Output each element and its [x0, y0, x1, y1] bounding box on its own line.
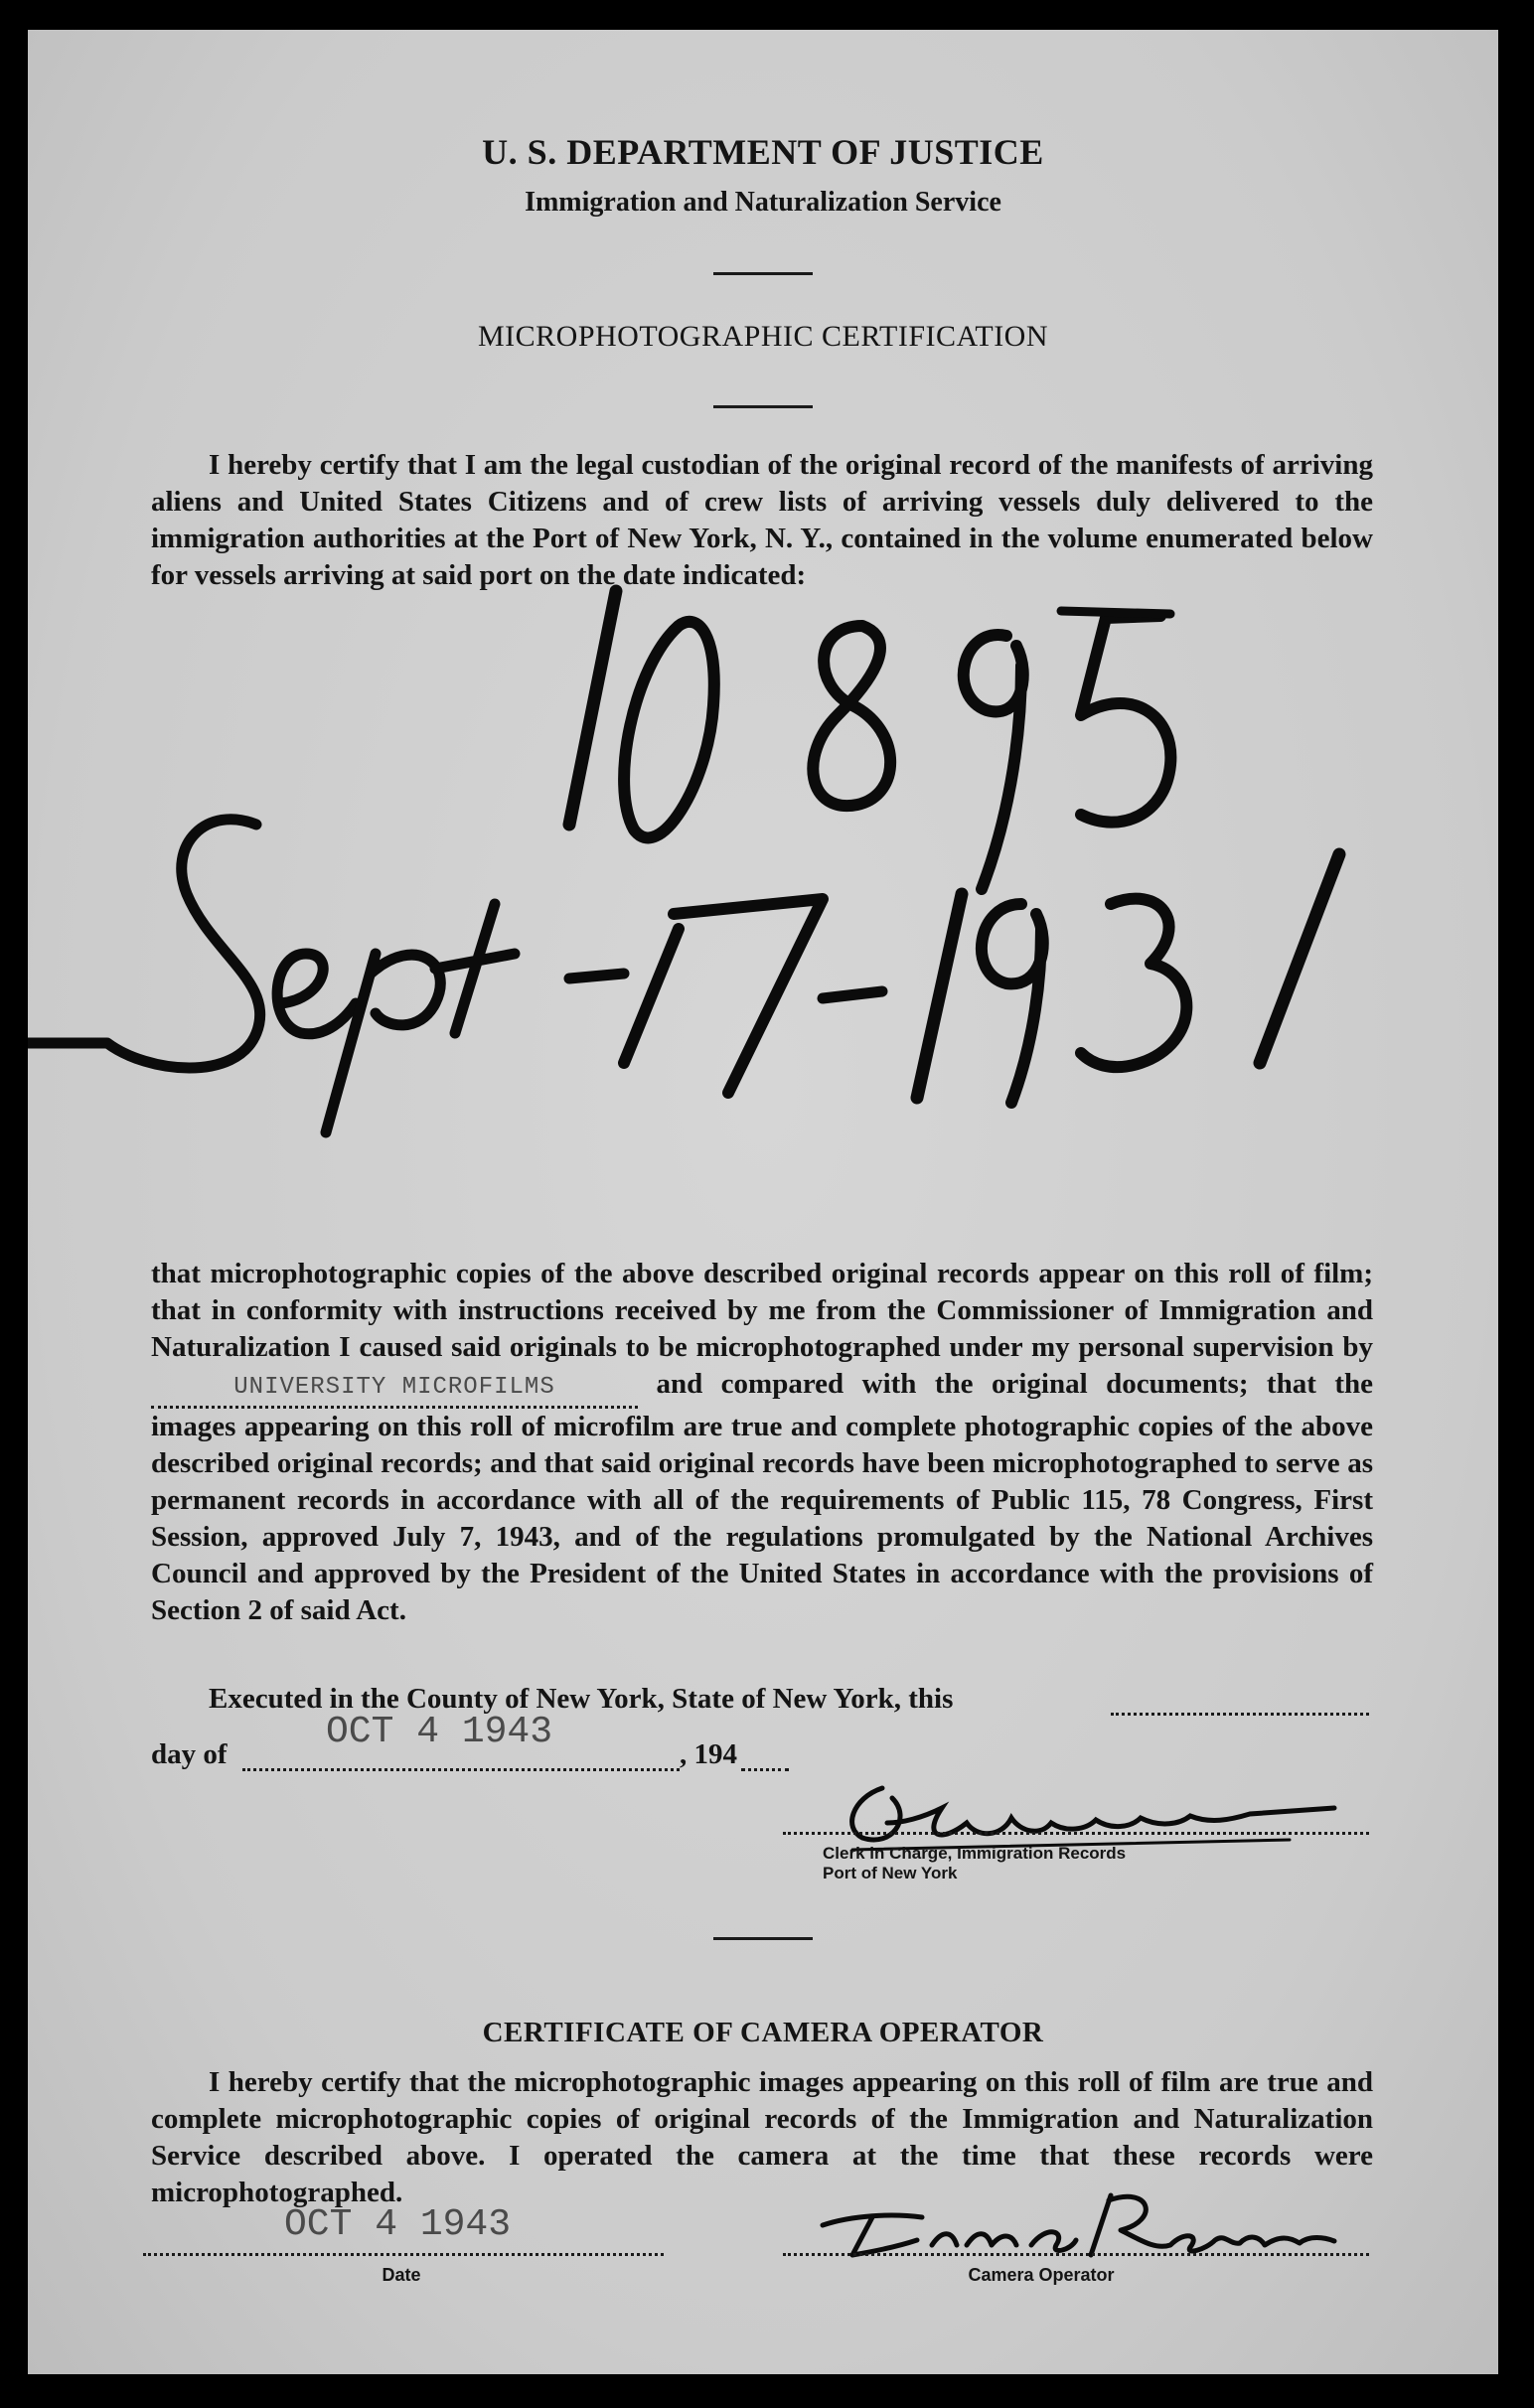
header-divider-top [713, 272, 813, 275]
certification-body-rest: and compared with the original documents; that the images appearing on this roll of microfilm are true and complete photographic copies of the above described original records; and that said original records have been microphotographed to serve as permanent records in accordance with all of the requirements of Public 115, 78 Congress, First Session, approved July 7, 1943, and of the regulations promulgated by the National Archives Council and approved by the President of the United States in accordance with the provisions of Section 2 of said Act. [151, 1368, 1373, 1626]
clerk-signature-line [783, 1832, 1369, 1835]
camera-operator-title: CERTIFICATE OF CAMERA OPERATOR [482, 2017, 1044, 2048]
camera-operator-text: I hereby certify that the microphotographic images appearing on this roll of film are true and complete microphotographic copies of original records of the Immigration and Naturalization Service described above. I operated the camera at the time that these records were microphotographed. [151, 2066, 1373, 2208]
executed-statement: Executed in the County of New York, State of New York, this [209, 1683, 954, 1715]
operator-date-line [143, 2253, 664, 2256]
certification-intro-text: I hereby certify that I am the legal custodian of the original record of the manifests of arriving aliens and United States Citizens and of crew lists of arriving vessels duly delivered to the immigration authorities at the Port of New York, N. Y., contained in the volume enumerated below for vessels arriving at said port on the date indicated: [151, 449, 1373, 591]
header-divider-bottom [713, 405, 813, 408]
operator-date-stamp: OCT 4 1943 [284, 2203, 512, 2246]
clerk-caption [823, 1844, 1126, 1883]
certification-body-lead: that microphotographic copies of the above described original records appear on this roll of film; that in conformity with instructions received by me from the Commissioner of Immigration and Naturalization I caused said originals to be microphotographed under my personal supervision by [151, 1258, 1373, 1363]
certificate-page [28, 30, 1498, 2374]
clerk-caption-line1: Clerk in Charge, Immigration Records [823, 1844, 1127, 1863]
microfilmer-typed-name: UNIVERSITY MICROFILMS [233, 1374, 555, 1401]
day-of-label: day of [151, 1738, 228, 1770]
executed-date-stamp: OCT 4 1943 [326, 1711, 553, 1753]
handwritten-date [28, 820, 1339, 1132]
certification-body [151, 1256, 1373, 1629]
year-prefix-label: , 194 [680, 1738, 737, 1770]
certification-title: MICROPHOTOGRAPHIC CERTIFICATION [477, 320, 1049, 353]
agency-heading: U. S. DEPARTMENT OF JUSTICE [482, 132, 1044, 172]
camera-operator-signature-line [783, 2253, 1369, 2256]
camera-operator-signature [793, 2176, 1349, 2265]
year-suffix-field [741, 1768, 789, 1771]
service-subheading: Immigration and Naturalization Service [525, 187, 1001, 218]
clerk-caption-line2: Port of New York [823, 1864, 958, 1882]
section-divider [713, 1937, 813, 1940]
handwritten-volume-number [569, 591, 1170, 889]
camera-operator-caption: Camera Operator [968, 2265, 1115, 2285]
microfilmer-field [151, 1366, 638, 1409]
operator-date-caption: Date [382, 2265, 421, 2285]
day-of-field [242, 1768, 680, 1771]
certification-intro [151, 447, 1373, 594]
executed-day-field [1111, 1713, 1369, 1716]
